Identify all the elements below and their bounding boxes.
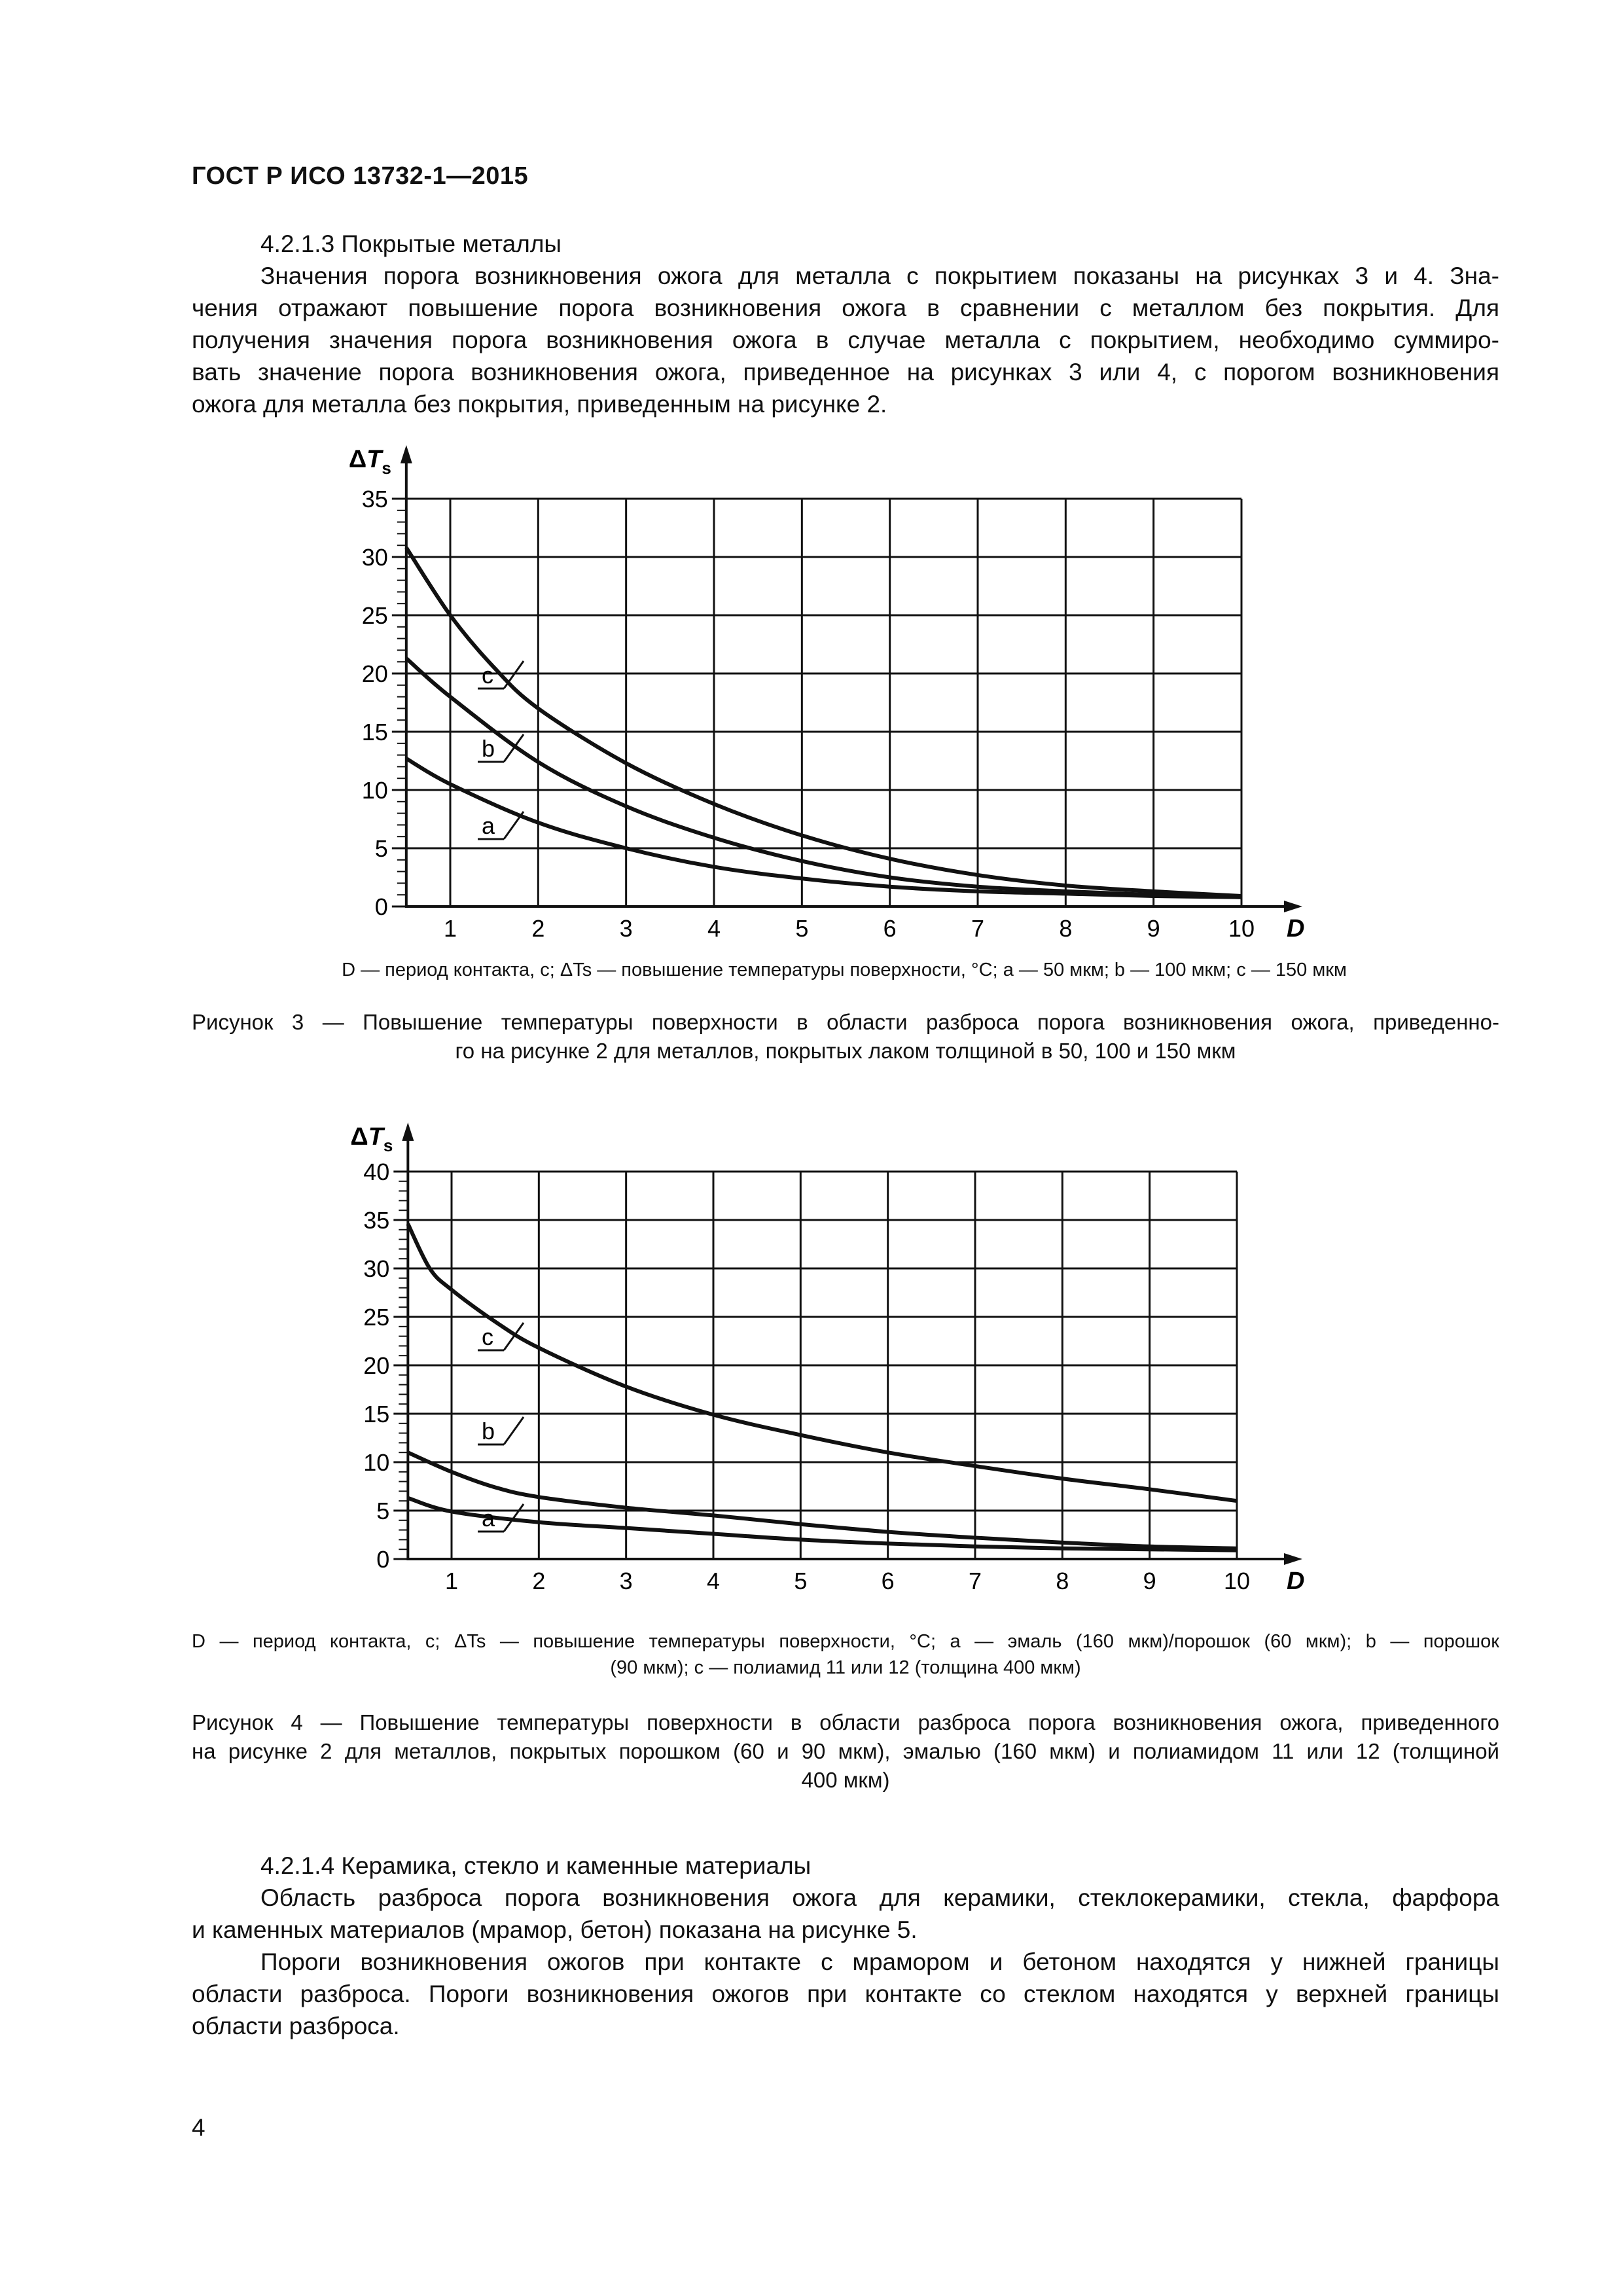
y-tick-label: 5: [374, 835, 388, 862]
series-label-leader: [504, 812, 524, 839]
y-tick-label: 30: [361, 544, 388, 571]
x-tick-label: 10: [1223, 1568, 1251, 1594]
section-ceramics: [192, 1850, 1499, 2042]
x-tick-label: 5: [794, 1568, 808, 1594]
y-tick-label: 25: [361, 602, 388, 629]
section-heading: 4.2.1.3 Покрытые металлы: [260, 230, 562, 257]
x-axis-label: D: [1287, 1568, 1305, 1595]
series-curve-b: [406, 658, 1241, 897]
y-tick-label: 20: [361, 660, 388, 687]
y-tick-label: 30: [363, 1255, 390, 1282]
x-tick-label: 1: [444, 1568, 459, 1594]
legend-line: (90 мкм); с — полиамид 11 или 12 (толщина 400 мкм): [610, 1657, 1081, 1678]
paragraph-line: ожога для металла без покрытия, приведенным на рисунке 2.: [192, 391, 887, 418]
y-tick-label: 35: [361, 486, 388, 512]
series-curve-a: [408, 1498, 1237, 1551]
series-label: c: [482, 1323, 493, 1350]
caption-line: Рисунок 4 — Повышение температуры поверхности в области разброса порога возникновения ожога, приведенного: [192, 1710, 1499, 1734]
series-curve-a: [406, 759, 1241, 897]
paragraph-line: области разброса.: [192, 2013, 400, 2039]
series-label: b: [482, 735, 495, 762]
x-axis-arrow: [1284, 1553, 1302, 1565]
x-tick-label: 4: [707, 915, 721, 942]
y-axis-label: $\Delta T_s$: [348, 446, 391, 478]
figure-3-caption: [192, 1008, 1499, 1066]
x-tick-label: 6: [883, 915, 897, 942]
x-tick-label: 3: [619, 915, 633, 942]
series-label-leader: [504, 661, 524, 689]
figure-3-legend: D — период контакта, с; ΔTs — повышение температуры поверхности, °С; а — 50 мкм; b — 100 мкм; с — 150 мкм: [342, 960, 1347, 980]
y-axis-label: $\Delta T_s$: [350, 1123, 393, 1155]
x-tick-label: 1: [443, 915, 457, 942]
paragraph-line: вать значение порога возникновения ожога, приведенное на рисунках 3 или 4, с порогом возникновения: [192, 359, 1499, 386]
x-tick-label: 3: [619, 1568, 633, 1594]
paragraph-line: области разброса. Пороги возникновения ожогов при контакте со стеклом находятся у верхней границы: [192, 1981, 1499, 2007]
x-tick-label: 7: [968, 1568, 982, 1594]
y-tick-label: 15: [361, 719, 388, 745]
caption-line: го на рисунке 2 для металлов, покрытых лаком толщиной в 50, 100 и 150 мкм: [455, 1039, 1236, 1063]
paragraph-line: и каменных материалов (мрамор, бетон) показана на рисунке 5.: [192, 1916, 918, 1943]
series-curve-b: [408, 1452, 1237, 1549]
y-tick-label: 40: [363, 1158, 390, 1185]
figure-3-chart: [348, 432, 1322, 956]
y-tick-label: 20: [363, 1352, 390, 1379]
page-number: 4: [192, 2114, 205, 2141]
y-tick-label: 0: [374, 893, 388, 920]
paragraph-line: Область разброса порога возникновения ожога для керамики, стеклокерамики, стекла, фарфора: [260, 1884, 1499, 1911]
caption-line: 400 мкм): [801, 1768, 890, 1792]
figure-4-caption: [192, 1708, 1499, 1795]
series-curve-c: [406, 548, 1241, 896]
y-axis-arrow: [401, 445, 412, 463]
figure-4-legend: [192, 1628, 1499, 1681]
section-heading: 4.2.1.4 Керамика, стекло и каменные материалы: [260, 1852, 812, 1879]
x-tick-label: 7: [971, 915, 985, 942]
x-tick-label: 5: [795, 915, 809, 942]
y-tick-label: 10: [363, 1449, 390, 1476]
x-axis-label: D: [1287, 915, 1305, 942]
series-curve-c: [408, 1224, 1237, 1501]
paragraph-line: получения значения порога возникновения ожога в случае металла с покрытием, необходимо суммиро-: [192, 327, 1499, 353]
figure-4-chart: [350, 1106, 1322, 1604]
x-axis-arrow: [1284, 901, 1302, 912]
series-label: a: [482, 812, 495, 839]
y-tick-label: 25: [363, 1304, 390, 1331]
caption-line: на рисунке 2 для металлов, покрытых порошком (60 и 90 мкм), эмалью (160 мкм) и полиамидом 11 или 12 (толщиной: [192, 1739, 1499, 1763]
caption-line: Рисунок 3 — Повышение температуры поверхности в области разброса порога возникновения ожога, приведенно-: [192, 1010, 1499, 1034]
y-axis-arrow: [402, 1122, 414, 1141]
x-tick-label: 2: [532, 1568, 546, 1594]
series-label: a: [482, 1505, 495, 1532]
document-code: ГОСТ Р ИСО 13732-1—2015: [192, 162, 529, 190]
x-tick-label: 2: [531, 915, 545, 942]
paragraph-line: чения отражают повышение порога возникновения ожога в сравнении с металлом без покрытия. Для: [192, 295, 1499, 321]
x-tick-label: 8: [1059, 915, 1073, 942]
x-tick-label: 8: [1056, 1568, 1069, 1594]
paragraph-line: Значения порога возникновения ожога для металла с покрытием показаны на рисунках 3 и 4. Зна-: [260, 262, 1499, 289]
x-tick-label: 4: [706, 1568, 721, 1594]
legend-line: D — период контакта, с; ΔTs — повышение температуры поверхности, °С; а — эмаль (160 мкм)/порошок (60 мкм); b — порошок: [192, 1631, 1499, 1652]
y-tick-label: 15: [363, 1401, 390, 1427]
y-tick-label: 5: [376, 1498, 390, 1524]
y-tick-label: 10: [361, 777, 388, 804]
paragraph-line: Пороги возникновения ожогов при контакте с мрамором и бетоном находятся у нижней границы: [260, 1948, 1499, 1975]
x-tick-label: 6: [881, 1568, 895, 1594]
series-label-leader: [504, 1417, 524, 1444]
x-tick-label: 10: [1228, 915, 1255, 942]
y-tick-label: 35: [363, 1207, 390, 1234]
y-tick-label: 0: [376, 1546, 390, 1573]
x-tick-label: 9: [1147, 915, 1160, 942]
section-coated-metals: [192, 228, 1499, 420]
series-label: b: [482, 1418, 495, 1444]
series-label: c: [482, 662, 493, 689]
x-tick-label: 9: [1143, 1568, 1156, 1594]
